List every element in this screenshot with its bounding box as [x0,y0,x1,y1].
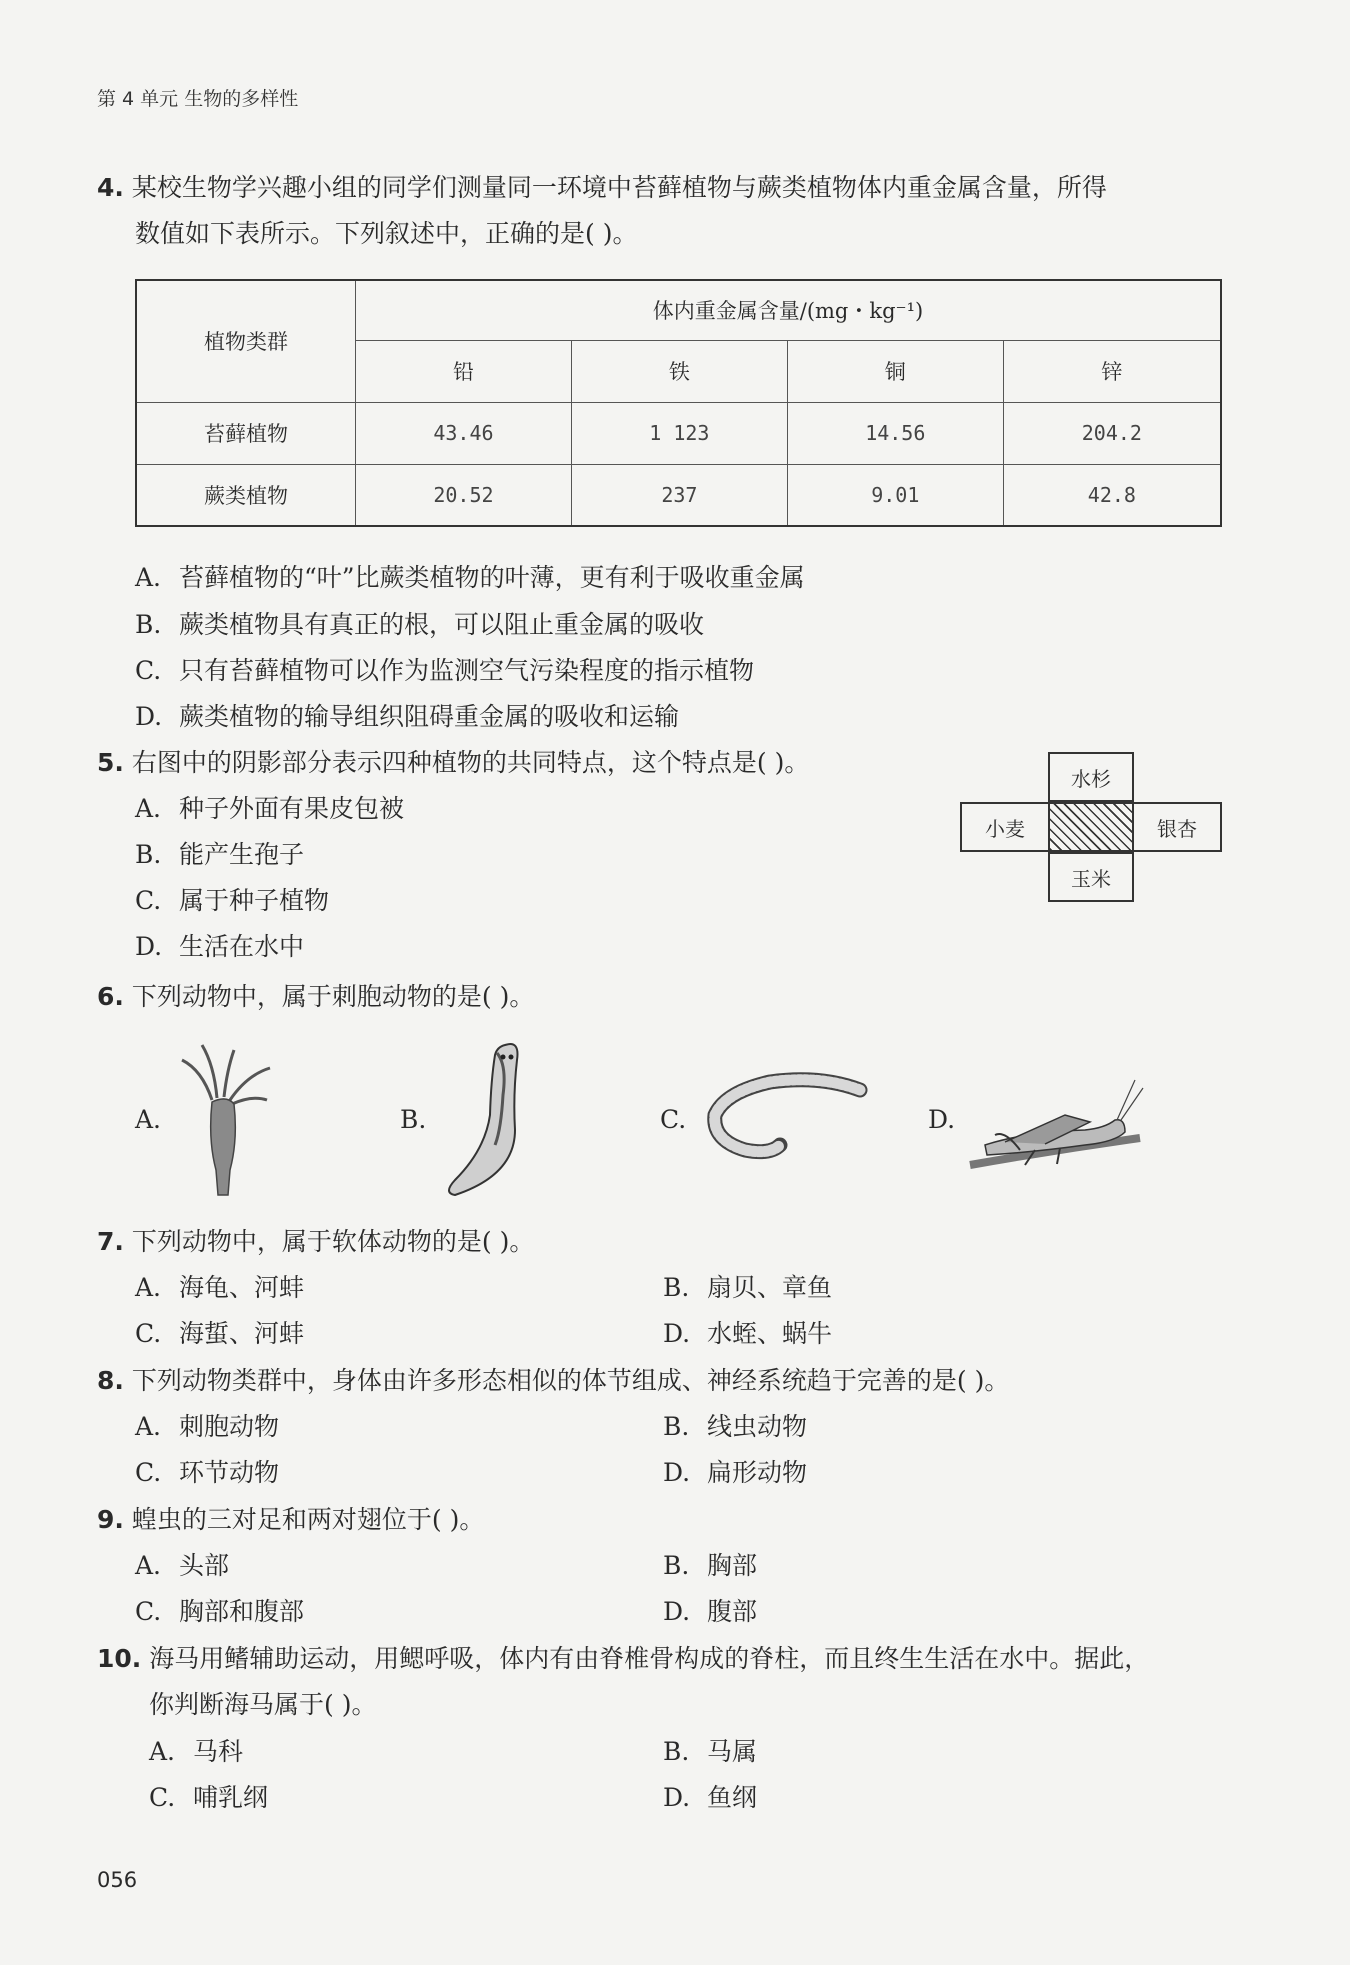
option-a[interactable]: A. 苔藓植物的“叶”比蕨类植物的叶薄，更有利于吸收重金属 [135,563,805,592]
question-8 [97,1366,1009,1396]
table-row-label: 苔藓植物 [136,402,356,464]
table-cell: 1 123 [571,402,787,464]
table-row-label: 蕨类植物 [136,464,356,526]
table-cell: 20.52 [356,464,572,526]
question-10-line-1 [97,1644,1149,1674]
option-b[interactable]: B. 蕨类植物具有真正的根，可以阻止重金属的吸收 [135,610,705,639]
diagram-cell-left: 小麦 [960,802,1050,852]
unit-header: 第 4 单元 生物的多样性 [97,88,299,110]
option-d-label[interactable]: D. [928,1105,956,1134]
diagram-cell-right: 银杏 [1132,802,1222,852]
question-number: 7. [97,1227,124,1256]
option-a[interactable]: A. 海龟、河蚌 [135,1273,305,1302]
table-cell: 204.2 [1003,402,1221,464]
option-d[interactable]: D. 水蛭、蜗牛 [663,1319,833,1348]
option-a[interactable]: A. 刺胞动物 [135,1412,280,1441]
table-cell: 9.01 [787,464,1003,526]
table-cell: 14.56 [787,402,1003,464]
table-header-metal: 锌 [1003,340,1221,402]
question-6-text: 下列动物中，属于刺胞动物的是( )。 [131,982,535,1011]
table-header-group: 植物类群 [136,280,356,402]
question-number: 10. [97,1644,142,1673]
option-a[interactable]: A. 头部 [135,1551,230,1580]
question-number: 6. [97,982,124,1011]
question-4-line-2: 数值如下表所示。下列叙述中，正确的是( )。 [135,219,638,248]
diagram-cell-bottom: 玉米 [1048,852,1134,902]
question-4-line-1 [97,173,1107,203]
option-b-label[interactable]: B. [400,1105,427,1134]
question-9 [97,1505,484,1535]
option-a-label[interactable]: A. [135,1105,162,1134]
planarian-icon[interactable] [435,1035,545,1200]
option-c[interactable]: C. 只有苔藓植物可以作为监测空气污染程度的指示植物 [135,656,755,685]
table-cell: 42.8 [1003,464,1221,526]
question-6 [97,982,534,1012]
question-10-line-2: 你判断海马属于( )。 [149,1690,377,1719]
hydra-icon[interactable] [172,1040,282,1200]
question-4-text: 某校生物学兴趣小组的同学们测量同一环境中苔藓植物与蕨类植物体内重金属含量，所得 [131,173,1107,202]
diagram-cell-top: 水杉 [1048,752,1134,802]
option-d[interactable]: D. 鱼纲 [663,1783,758,1812]
option-d[interactable]: D. 生活在水中 [135,932,305,961]
option-c[interactable]: C. 环节动物 [135,1458,280,1487]
table-row [136,402,1221,464]
option-d[interactable]: D. 腹部 [663,1597,758,1626]
option-b[interactable]: B. 扇贝、章鱼 [663,1273,833,1302]
question-number: 9. [97,1505,124,1534]
plant-overlap-diagram [960,752,1222,904]
earthworm-icon[interactable] [700,1070,870,1160]
table-cell: 43.46 [356,402,572,464]
option-c-label[interactable]: C. [660,1105,687,1134]
question-7 [97,1227,534,1257]
diagram-shaded-center [1048,802,1134,852]
grasshopper-icon[interactable] [965,1060,1145,1180]
page-number: 056 [97,1868,138,1892]
question-number: 8. [97,1366,124,1395]
question-5 [97,748,809,778]
option-d[interactable]: D. 蕨类植物的输导组织阻碍重金属的吸收和运输 [135,702,680,731]
option-c[interactable]: C. 哺乳纲 [149,1783,269,1812]
table-header-content: 体内重金属含量/(mg・kg⁻¹) [356,280,1222,340]
option-a[interactable]: A. 马科 [149,1737,244,1766]
option-b[interactable]: B. 线虫动物 [663,1412,808,1441]
option-d[interactable]: D. 扁形动物 [663,1458,808,1487]
table-header-metal: 铁 [571,340,787,402]
question-number: 5. [97,748,124,777]
option-b[interactable]: B. 马属 [663,1737,758,1766]
option-c[interactable]: C. 属于种子植物 [135,886,330,915]
table-header-metal: 铅 [356,340,572,402]
question-5-text: 右图中的阴影部分表示四种植物的共同特点，这个特点是( )。 [131,748,810,777]
question-8-text: 下列动物类群中，身体由许多形态相似的体节组成、神经系统趋于完善的是( )。 [131,1366,1010,1395]
table-cell: 237 [571,464,787,526]
option-a[interactable]: A. 种子外面有果皮包被 [135,794,405,823]
question-9-text: 蝗虫的三对足和两对翅位于( )。 [131,1505,485,1534]
option-b[interactable]: B. 胸部 [663,1551,758,1580]
question-7-text: 下列动物中，属于软体动物的是( )。 [131,1227,535,1256]
table-row [136,464,1221,526]
question-10-text: 海马用鳍辅助运动，用鳃呼吸，体内有由脊椎骨构成的脊柱，而且终生生活在水中。据此， [149,1644,1150,1673]
question-number: 4. [97,173,124,202]
table-header-metal: 铜 [787,340,1003,402]
option-c[interactable]: C. 海蜇、河蚌 [135,1319,305,1348]
heavy-metal-table [135,279,1222,527]
option-c[interactable]: C. 胸部和腹部 [135,1597,305,1626]
option-b[interactable]: B. 能产生孢子 [135,840,305,869]
